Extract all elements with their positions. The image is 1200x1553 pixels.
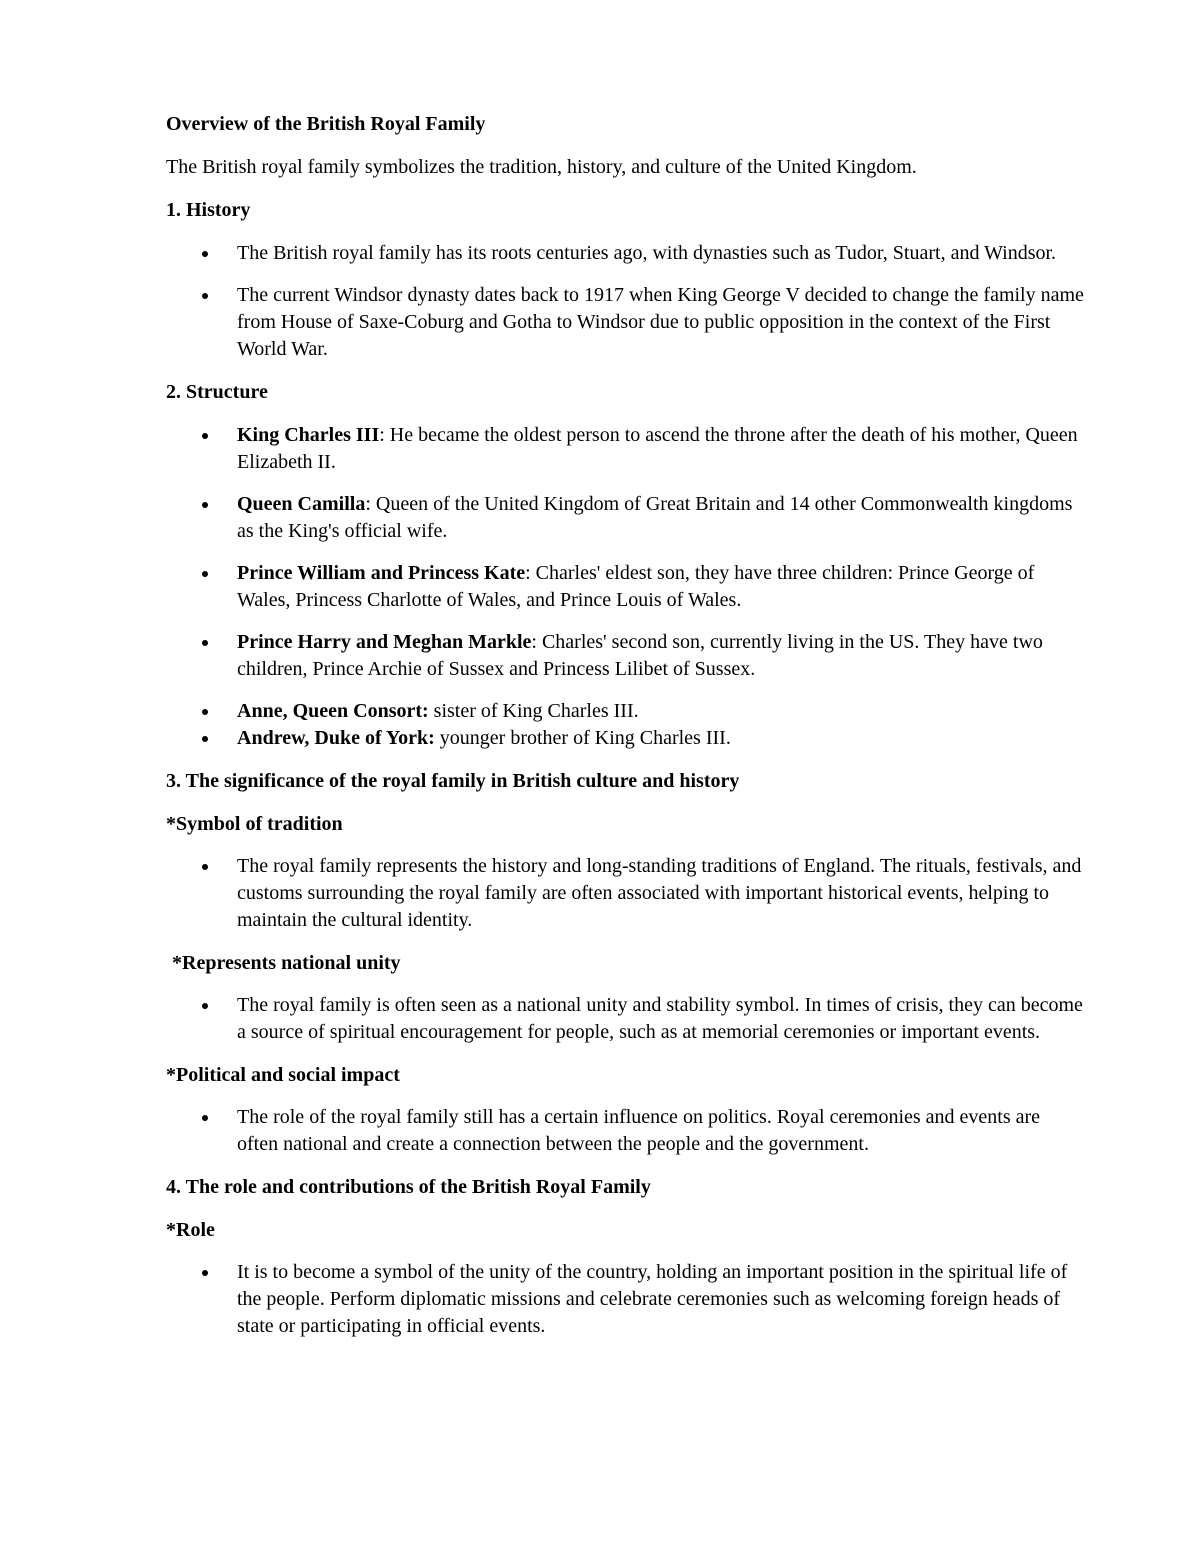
list-item [166, 992, 1086, 1046]
document-page [166, 111, 1086, 1356]
unity-list [166, 992, 1086, 1046]
list-item-text: It is to become a symbol of the unity of the country, holding an important position in the spiritual life of the people. Perform diplomatic missions and celebrate ceremonies such as welcoming foreign heads of state or participating in official events. [237, 1261, 1068, 1337]
member-name: Anne, Queen Consort: [237, 700, 429, 722]
member-description: : Charles' second son, currently living in the US. They have two children, Prince Archie of Sussex and Princess Lilibet of Sussex. [237, 631, 1043, 680]
bullet-icon [202, 1003, 208, 1009]
list-item [166, 629, 1086, 683]
subheading-role: *Role [166, 1219, 215, 1241]
bullet-icon [202, 709, 208, 715]
bullet-icon [202, 502, 208, 508]
member-name: King Charles III [237, 424, 380, 446]
bullet-icon [202, 433, 208, 439]
section-heading-structure: 2. Structure [166, 381, 268, 403]
list-item [166, 1104, 1086, 1158]
document-title: Overview of the British Royal Family [166, 113, 486, 135]
member-description: sister of King Charles III. [428, 700, 639, 722]
list-item-text: The British royal family has its roots centuries ago, with dynasties such as Tudor, Stuart, and Windsor. [237, 242, 1057, 264]
bullet-icon [202, 736, 208, 742]
role-list [166, 1259, 1086, 1340]
history-list [166, 240, 1086, 363]
member-name: Prince Harry and Meghan Markle [237, 631, 532, 653]
member-name: Prince William and Princess Kate [237, 562, 526, 584]
member-description: : Queen of the United Kingdom of Great Britain and 14 other Commonwealth kingdoms as the King's official wife. [237, 493, 1073, 542]
bullet-icon [202, 1270, 208, 1276]
bullet-icon [202, 640, 208, 646]
subheading-tradition: *Symbol of tradition [166, 813, 343, 835]
list-item [166, 240, 1086, 267]
structure-list [166, 422, 1086, 752]
list-item-text: The royal family represents the history and long-standing traditions of England. The rituals, festivals, and customs surrounding the royal family are often associated with important historical events, helping to maintain the cultural identity. [237, 855, 1082, 931]
bullet-icon [202, 864, 208, 870]
list-item [166, 725, 1086, 752]
tradition-list [166, 853, 1086, 934]
member-description: : He became the oldest person to ascend the throne after the death of his mother, Queen Elizabeth II. [237, 424, 1078, 473]
list-item [166, 698, 1086, 725]
bullet-icon [202, 251, 208, 257]
list-item-text: The role of the royal family still has a certain influence on politics. Royal ceremonies and events are often national and create a connection between the people and the government. [237, 1106, 1041, 1155]
member-description: younger brother of King Charles III. [434, 727, 731, 749]
list-item [166, 491, 1086, 545]
bullet-icon [202, 1115, 208, 1121]
list-item-text: The royal family is often seen as a national unity and stability symbol. In times of crisis, they can become a source of spiritual encouragement for people, such as at memorial ceremonies or important events. [237, 994, 1083, 1043]
list-item [166, 282, 1086, 363]
list-item [166, 1259, 1086, 1340]
list-item [166, 853, 1086, 934]
member-name: Andrew, Duke of York: [237, 727, 435, 749]
subheading-impact: *Political and social impact [166, 1064, 400, 1086]
intro-paragraph: The British royal family symbolizes the tradition, history, and culture of the United Kingdom. [166, 156, 917, 178]
section-heading-role: 4. The role and contributions of the British Royal Family [166, 1176, 651, 1198]
section-heading-history: 1. History [166, 199, 251, 221]
bullet-icon [202, 571, 208, 577]
member-description: : Charles' eldest son, they have three children: Prince George of Wales, Princess Charlotte of Wales, and Prince Louis of Wales. [237, 562, 1035, 611]
list-item [166, 560, 1086, 614]
bullet-icon [202, 293, 208, 299]
section-heading-significance: 3. The significance of the royal family in British culture and history [166, 770, 740, 792]
list-item-text: The current Windsor dynasty dates back to 1917 when King George V decided to change the family name from House of Saxe-Coburg and Gotha to Windsor due to public opposition in the context of the First World War. [237, 284, 1084, 360]
subheading-unity: *Represents national unity [172, 952, 401, 974]
list-item [166, 422, 1086, 476]
impact-list [166, 1104, 1086, 1158]
member-name: Queen Camilla [237, 493, 366, 515]
